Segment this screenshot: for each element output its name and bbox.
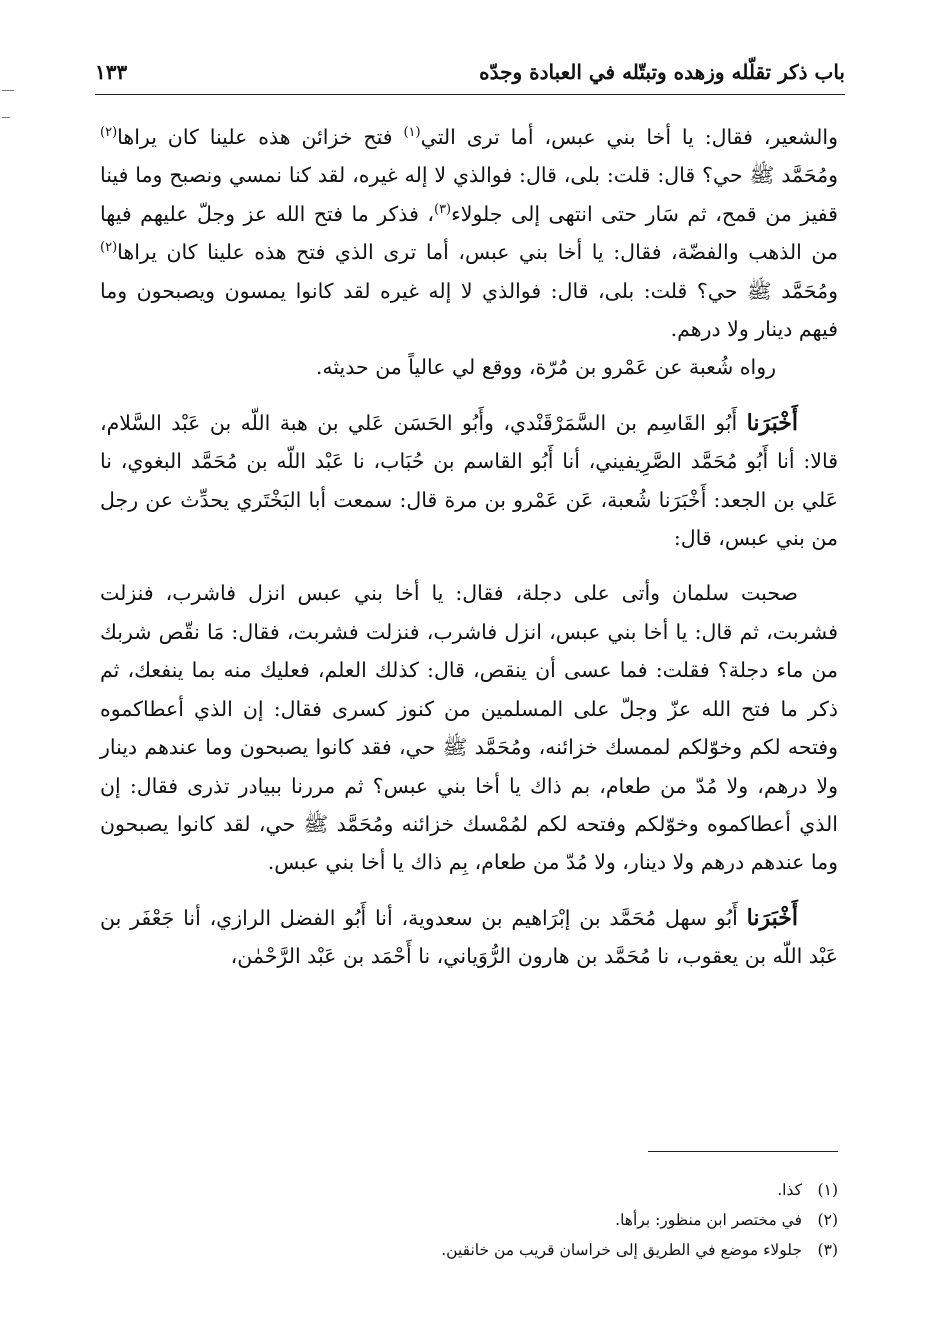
text-run: أَبُو القَاسِم بن السَّمَرْقَنْدي، وأَبُو الحَسَن عَلي بن هبة اللّه بن عَبْد السَّلام، قالا: أنا أَبُو مُحَمَّد الصَّرِيفيني، أنا أَبُو القاسم بن حُبَاب، نا عَبْد اللّه بن مُحَمَّد البغوي، نا عَلي بن الجعد: أَخْبَرَنا شُعبة، عَن عَمْرو بن مرة قال: سمعت أبا البَخْتَري يحدِّث عن رجل من بني عبس، قال: (100, 410, 838, 551)
lead-word: أَخْبَرَنا (746, 904, 798, 931)
footnote-ref: (٣) (433, 201, 452, 217)
footnote-number: (٢) (817, 1211, 838, 1229)
margin-mark (2, 117, 10, 118)
footnote-ref: (١) (403, 125, 421, 141)
page-number: ١٣٣ (95, 60, 128, 84)
footnotes (300, 1175, 838, 1265)
footnote-text: في مختصر ابن منظور: برأها. (615, 1211, 802, 1229)
text-run: فتح خزائن هذه علينا كان يراها (117, 125, 404, 149)
text-run: رواه شُعبة عن عَمْرو بن مُرّة، ووقع لي عالياً من حديثه. (315, 355, 776, 380)
lead-word: أَخْبَرَنا (746, 409, 798, 436)
footnote-text: كذا. (777, 1181, 802, 1199)
text-run: أَبُو سهل مُحَمَّد بن إبْرَاهيم بن سعدوية، أنا أَبُو الفضل الرازي، أنا جَعْفَر بن عَبْد اللّه بن يعقوب، نا مُحَمَّد بن هارون الرُّوَياني، نا أَحْمَد بن عَبْد الرَّحْمٰن، (100, 905, 838, 969)
margin-mark (2, 90, 14, 91)
footnote-rule (648, 1151, 838, 1152)
paragraph (100, 899, 838, 976)
footnote (300, 1235, 838, 1265)
paragraph (100, 118, 838, 348)
header-rule (95, 94, 845, 95)
footnote (300, 1205, 838, 1235)
paragraph (100, 348, 838, 386)
footnote-ref: (٢) (100, 125, 118, 141)
footnote-text: جلولاء موضع في الطريق إلى خراسان قريب من خانقين. (441, 1241, 802, 1259)
paragraph (100, 574, 838, 881)
text-run: والشعير، فقال: يا أخا بني عبس، أما ترى التي (420, 125, 838, 149)
paragraph (100, 404, 838, 558)
running-title: باب ذكر تقلّله وزهده وتبتّله في العبادة وجدّه (479, 60, 845, 84)
body-text (100, 118, 838, 976)
page-header (95, 58, 845, 92)
text-run: صحبت سلمان وأتى على دجلة، فقال: يا أخا بني عبس انزل فاشرب، فنزلت فشربت، ثم قال: يا أخا بني عبس، انزل فاشرب، فنزلت فشربت، فقال: مَا نقّص شربك من ماء دجلة؟ فقلت: فما عسى أن ينقص، قال: كذلك العلم، فعليك منه بما ينفعك، ثم ذكر ما فتح الله عزّ وجلّ على المسلمين من كنوز كسرى فقال: إن الذي أعطاكموه وفتحه لكم وخوّلكم لممسك خزائنه، ومُحَمَّد ﷺ حي، فقد كانوا يصبحون وما عندهم دينار ولا درهم، ولا مُدّ من طعام، بم ذاك يا أخا بني عبس؟ ثم مررنا ببيادر تذرى فقال: إن الذي أعطاكموه وخوّلكم وفتحه لكم لمُمْسك خزائنه ومُحَمَّد ﷺ حي، لقد كانوا يصبحون وما عندهم درهم ولا دينار، ولا مُدّ من طعام، بِم ذاك يا أخا بني عبس. (100, 581, 838, 875)
text-run: ومُحَمَّد ﷺ حي؟ قلت: بلى، قال: فوالذي لا إله غيره لقد كانوا يمسون ويصبحون وما فيهم دينار ولا درهم. (100, 278, 838, 342)
text-run: ومُحَمَّد ﷺ حي؟ قال: قلت: بلى، قال: فوالذي لا إله غيره، لقد كنا نمسي ونصبح وما فينا قفيز من قمح، ثم سَار حتى انتهى إلى جلولاء (100, 163, 838, 226)
footnote (300, 1175, 838, 1205)
text-run: ، فذكر ما فتح الله عز وجلّ عليهم فيها من الذهب والفضّة، فقال: يا أخا بني عبس، أما ترى الذي فتح هذه علينا كان يراها (100, 201, 838, 265)
footnote-ref: (٢) (100, 240, 118, 256)
footnote-number: (٣) (817, 1241, 838, 1259)
footnote-number: (١) (817, 1181, 838, 1199)
